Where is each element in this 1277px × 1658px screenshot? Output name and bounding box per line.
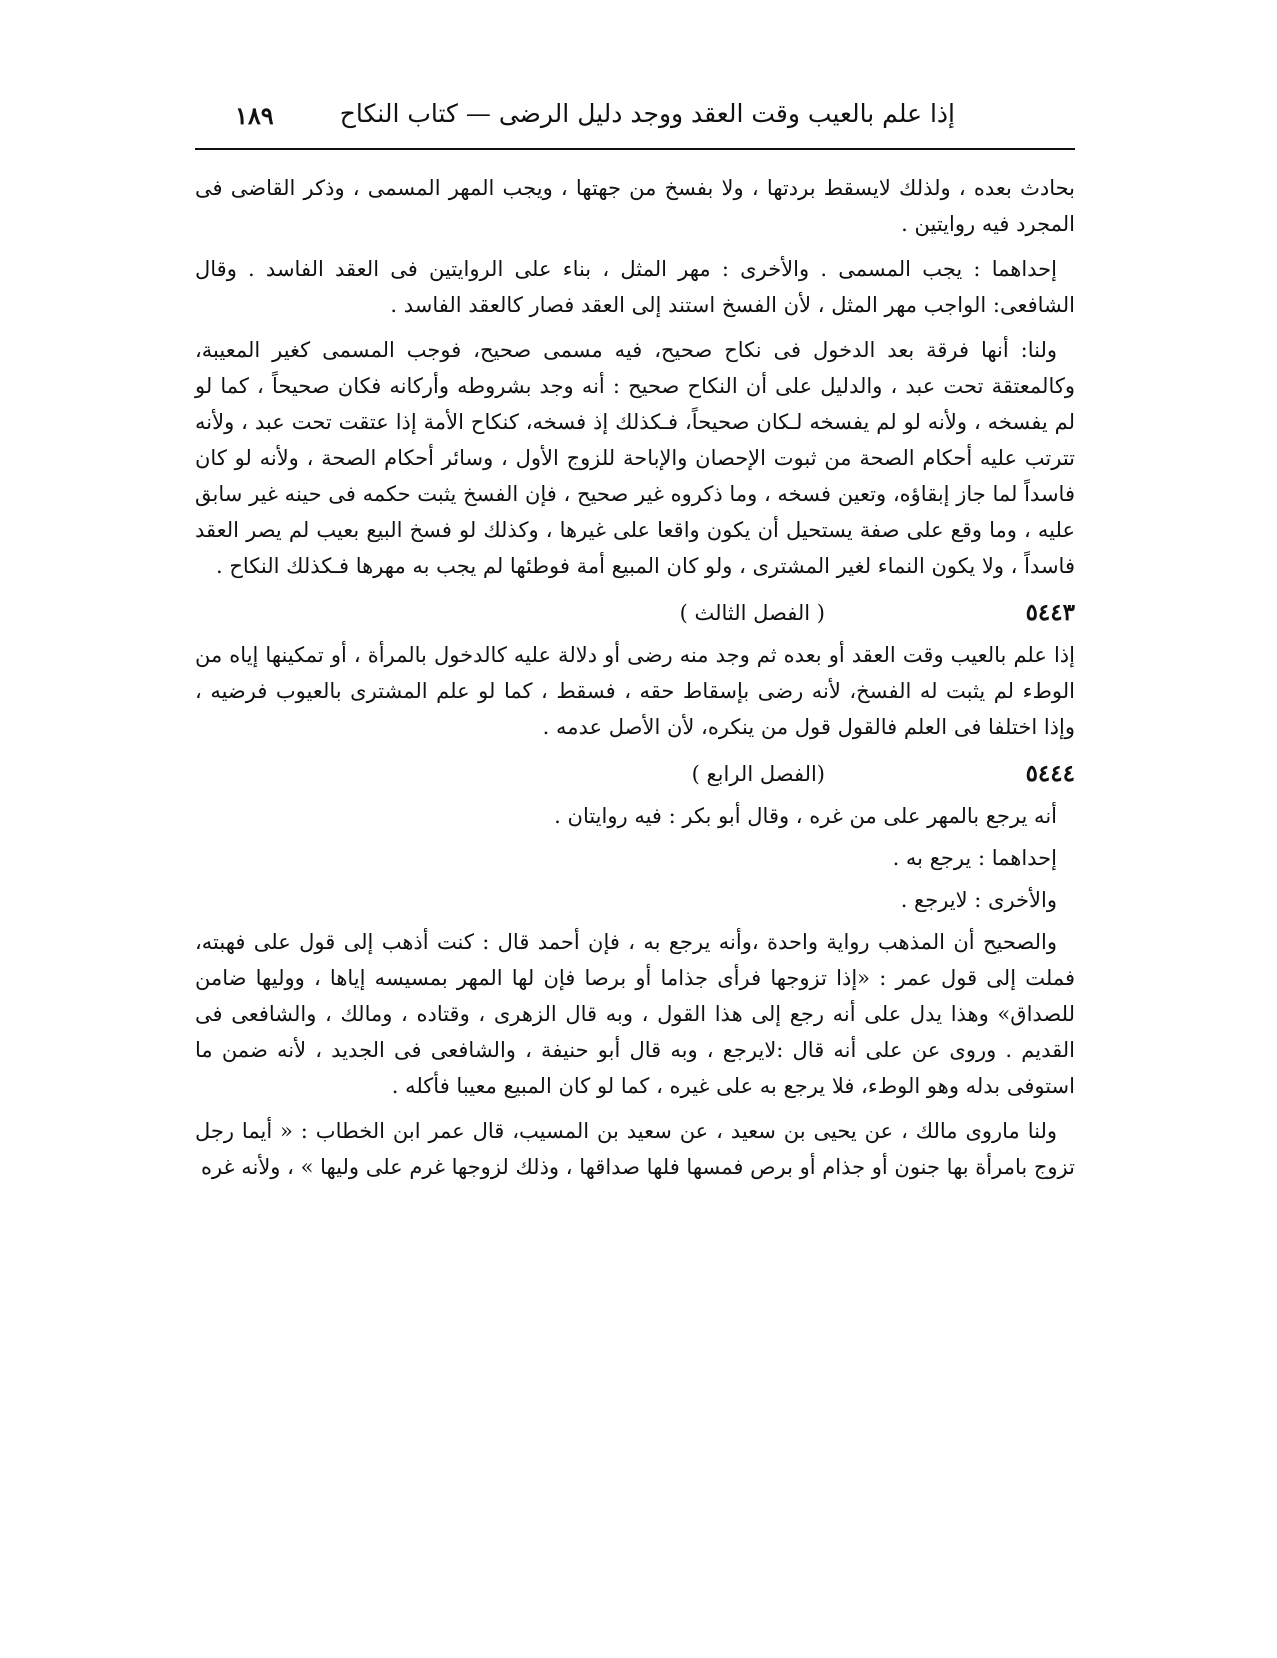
page-header — [195, 95, 1075, 139]
paragraph-7: والأخرى : لايرجع . — [900, 888, 1057, 912]
paragraph-4: إذا علم بالعيب وقت العقد أو بعده ثم وجد منه رضى أو دلالة عليه كالدخول بالمرأة ، أو تمكينها إياه من الوطء لم يثبت له الفسخ، لأنه رضى بإسقاط حقه ، فسقط ، كما لو علم المشترى بالعيوب فرضيه ، وإذا اختلفا فى العلم فالقول قول من ينكره، لأن الأصل عدمه . — [195, 643, 1075, 739]
section-title: (الفصل الرابع ) — [691, 762, 825, 786]
section-title: ( الفصل الثالث ) — [679, 601, 825, 625]
paragraph-2: إحداهما : يجب المسمى . والأخرى : مهر المثل ، بناء على الروايتين فى العقد الفاسد . وقال الشافعى: الواجب مهر المثل ، لأن الفسخ استند إلى العقد فصار كالعقد الفاسد . — [195, 257, 1075, 317]
paragraph-9: ولنا ماروى مالك ، عن يحيى بن سعيد ، عن سعيد بن المسيب، قال عمر ابن الخطاب : « أيما رجل تزوج بامرأة بها جنون أو جذام أو برص فمسها فلها صداقها ، وذلك لزوجها غرم على وليها » ، ولأنه غره — [195, 1119, 1075, 1179]
section-heading-3 — [195, 593, 1075, 633]
section-number: ٥٤٤٤ — [1025, 760, 1075, 787]
running-title: إذا علم بالعيب وقت العقد ووجد دليل الرضى — كتاب النكاح — [339, 99, 955, 128]
section-number: ٥٤٤٣ — [1025, 599, 1075, 626]
paragraph-8: والصحيح أن المذهب رواية واحدة ،وأنه يرجع به ، فإن أحمد قال : كنت أذهب إلى قول على فهبته، فملت إلى قول عمر : «إذا تزوجها فرأى جذاما أو برصا فإن لها المهر بمسيسه إياها ، ووليها ضامن للصداق» وهذا يدل على أنه رجع إلى هذا القول ، وبه قال الزهرى ، وقتاده ، ومالك ، والشافعى فى القديم . وروى عن على أنه قال :لايرجع ، وبه قال أبو حنيفة ، والشافعى فى الجديد ، لأنه ضمن ما استوفى بدله وهو الوطء، فلا يرجع به على غيره ، كما لو كان المبيع معيبا فأكله . — [195, 930, 1075, 1098]
page-number: ١٨٩ — [235, 101, 274, 130]
paragraph-5: أنه يرجع بالمهر على من غره ، وقال أبو بكر : فيه روايتان . — [554, 804, 1057, 828]
paragraph-6: إحداهما : يرجع به . — [892, 846, 1057, 870]
page-body — [195, 170, 1075, 1194]
paragraph-3: ولنا: أنها فرقة بعد الدخول فى نكاح صحيح، فيه مسمى صحيح، فوجب المسمى كغير المعيبة، وكالمعتقة تحت عبد ، والدليل على أن النكاح صحيح : أنه وجد بشروطه وأركانه فكان صحيحاً ، كما لو لم يفسخه ، ولأنه لو لم يفسخه لـكان صحيحاً، فـكذلك إذ فسخه، كنكاح الأمة إذا عتقت تحت عبد ، ولأنه تترتب عليه أحكام الصحة من ثبوت الإحصان والإباحة للزوج الأول ، وسائر أحكام الصحة ، ولأنه لو كان فاسداً لما جاز إبقاؤه، وتعين فسخه ، وما ذكروه غير صحيح ، فإن الفسخ يثبت حكمه فى حينه غير سابق عليه ، وما وقع على صفة يستحيل أن يكون واقعا على غيرها ، وكذلك لو فسخ البيع بعيب لم يصر العقد فاسداً ، ولا يكون النماء لغير المشترى ، ولو كان المبيع أمة فوطئها لم يجب به مهرها فـكذلك النكاح . — [195, 338, 1075, 578]
paragraph-1: بحادث بعده ، ولذلك لايسقط بردتها ، ولا بفسخ من جهتها ، ويجب المهر المسمى ، وذكر القاضى فى المجرد فيه روايتين . — [195, 176, 1075, 236]
section-heading-4 — [195, 754, 1075, 794]
header-rule — [195, 148, 1075, 150]
